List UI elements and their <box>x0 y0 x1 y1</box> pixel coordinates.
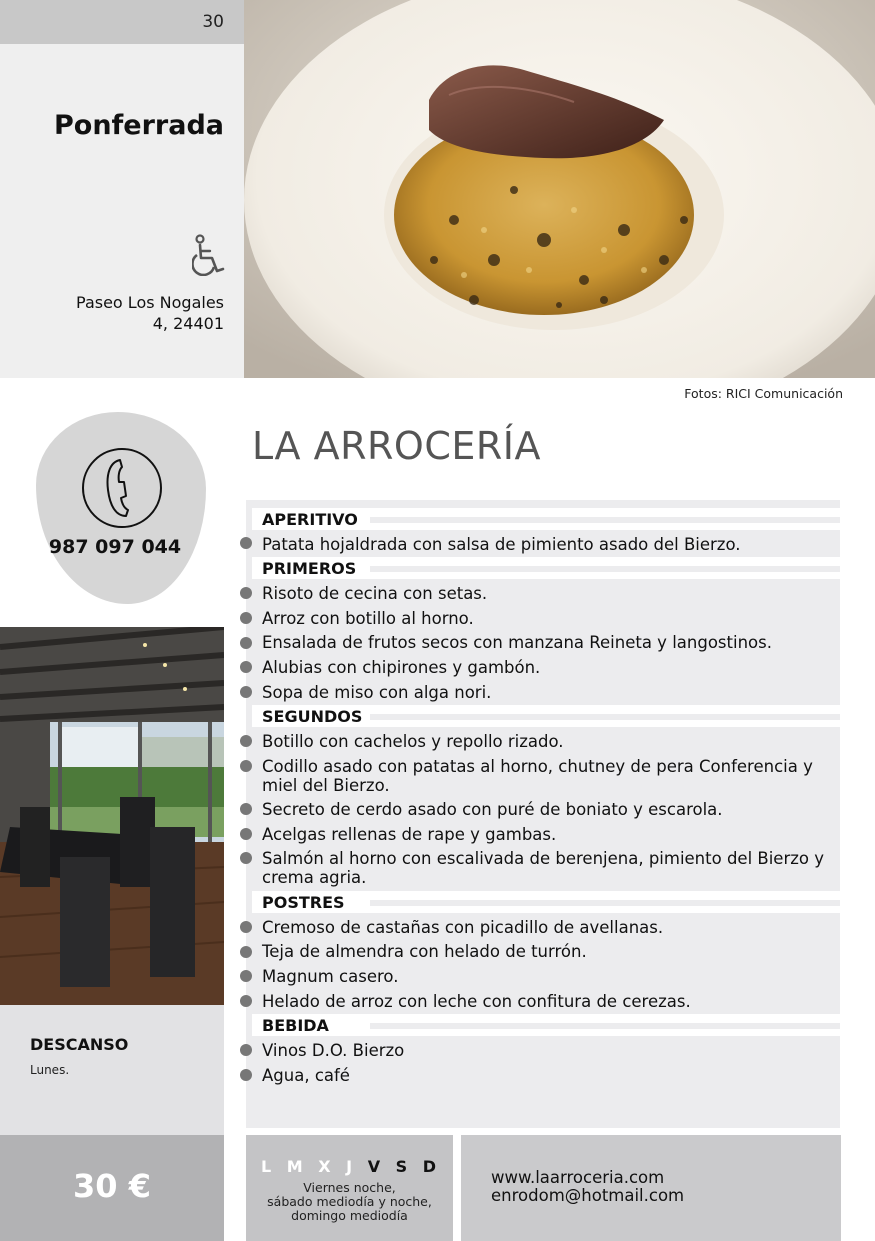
menu-item: Salmón al horno con escalivada de berenjena, pimiento del Bierzo y crema agria. <box>262 849 825 887</box>
bullet-icon <box>240 537 252 549</box>
section-bebida <box>252 1014 846 1036</box>
wheelchair-accessible-icon <box>192 234 226 276</box>
address <box>24 292 224 334</box>
descanso-text: Lunes. <box>30 1063 70 1077</box>
bullet-icon <box>240 637 252 649</box>
bullet-icon <box>240 1069 252 1081</box>
website-link[interactable]: www.laarroceria.com <box>491 1168 665 1187</box>
city-panel <box>0 44 244 378</box>
email-link[interactable]: enrodom@hotmail.com <box>491 1186 685 1205</box>
section-postres <box>252 891 846 913</box>
menu-price: 30 € <box>73 1167 151 1205</box>
bullet-icon <box>240 612 252 624</box>
section-title: PRIMEROS <box>262 559 357 578</box>
menu-item: Vinos D.O. Bierzo <box>262 1041 405 1060</box>
bullet-icon <box>240 921 252 933</box>
bullet-icon <box>240 661 252 673</box>
bullet-icon <box>240 1044 252 1056</box>
day-closed: J <box>346 1157 355 1176</box>
menu-item: Cremoso de castañas con picadillo de avellanas. <box>262 918 664 937</box>
opening-days <box>246 1157 453 1176</box>
day-closed: X <box>318 1157 333 1176</box>
city-name: Ponferrada <box>53 110 224 141</box>
section-aperitivo <box>252 508 846 530</box>
bullet-icon <box>240 587 252 599</box>
descanso-title: DESCANSO <box>30 1035 129 1054</box>
menu-item: Sopa de miso con alga nori. <box>262 683 492 702</box>
bullet-icon <box>240 946 252 958</box>
bullet-icon <box>240 735 252 747</box>
phone-number[interactable]: 987 097 044 <box>48 536 182 558</box>
menu-item: Alubias con chipirones y gambón. <box>262 658 541 677</box>
section-title: POSTRES <box>262 893 345 912</box>
hours-line: Viernes noche, <box>303 1180 396 1195</box>
phone-icon <box>80 446 164 530</box>
day-open: D <box>422 1157 439 1176</box>
section-title: SEGUNDOS <box>262 707 363 726</box>
menu-item: Teja de almendra con helado de turrón. <box>262 942 587 961</box>
menu-item: Magnum casero. <box>262 967 399 986</box>
day-open: V <box>367 1157 383 1176</box>
hours-line: sábado mediodía y noche, <box>267 1194 432 1209</box>
opening-hours <box>246 1181 453 1223</box>
contact-box <box>461 1135 841 1241</box>
menu-item: Acelgas rellenas de rape y gambas. <box>262 825 557 844</box>
menu-item: Codillo asado con patatas al horno, chutney de pera Conferencia y miel del Bierzo. <box>262 757 813 795</box>
bullet-icon <box>240 852 252 864</box>
interior-photo <box>0 627 224 1005</box>
address-line-2: 4, 24401 <box>152 314 224 333</box>
opening-days-box <box>246 1135 453 1241</box>
address-line-1: Paseo Los Nogales <box>76 293 224 312</box>
page-number-bar <box>0 0 244 44</box>
day-open: S <box>395 1157 410 1176</box>
bullet-icon <box>240 760 252 772</box>
section-title: BEBIDA <box>262 1016 329 1035</box>
bullet-icon <box>240 803 252 815</box>
restaurant-name: LA ARROCERÍA <box>252 424 541 468</box>
price-box <box>0 1135 224 1241</box>
menu-item: Secreto de cerdo asado con puré de boniato y escarola. <box>262 800 723 819</box>
contact-info <box>491 1169 684 1205</box>
bullet-icon <box>240 970 252 982</box>
section-title: APERITIVO <box>262 510 358 529</box>
section-segundos <box>252 705 846 727</box>
bullet-icon <box>240 995 252 1007</box>
menu-item: Agua, café <box>262 1066 350 1085</box>
dish-photo <box>244 0 875 378</box>
page-number: 30 <box>202 12 224 32</box>
day-closed: L <box>260 1157 274 1176</box>
menu-item: Botillo con cachelos y repollo rizado. <box>262 732 564 751</box>
hours-line: domingo mediodía <box>291 1208 408 1223</box>
menu-item: Patata hojaldrada con salsa de pimiento asado del Bierzo. <box>262 535 741 554</box>
bullet-icon <box>240 828 252 840</box>
photo-credit: Fotos: RICI Comunicación <box>684 386 843 401</box>
bullet-icon <box>240 686 252 698</box>
menu-item: Arroz con botillo al horno. <box>262 609 474 628</box>
section-primeros <box>252 557 846 579</box>
menu-item: Risoto de cecina con setas. <box>262 584 488 603</box>
day-closed: M <box>286 1157 305 1176</box>
menu-item: Helado de arroz con leche con confitura de cerezas. <box>262 992 691 1011</box>
descanso-box <box>0 1005 224 1135</box>
menu-item: Ensalada de frutos secos con manzana Reineta y langostinos. <box>262 633 772 652</box>
